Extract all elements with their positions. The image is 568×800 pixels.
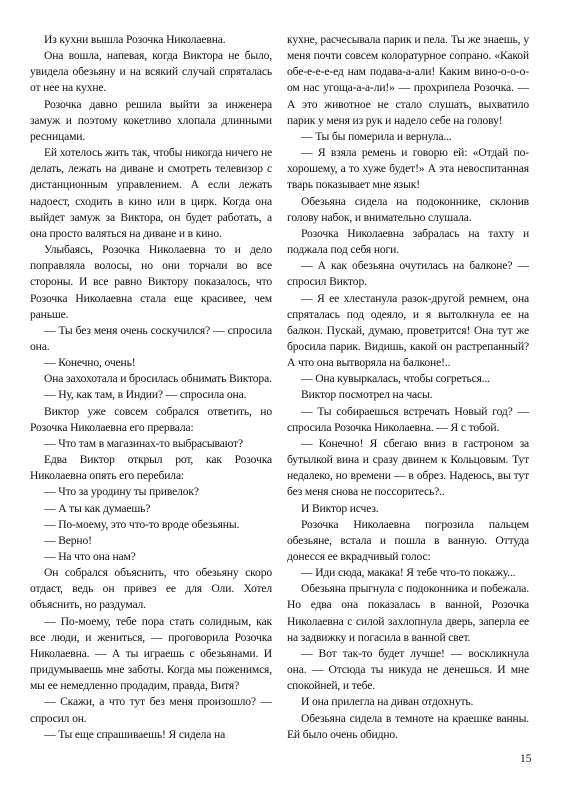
paragraph: — По-моему, это что-то вроде обезьяны.	[44, 517, 240, 531]
paragraph: Она захохотала и бросилась обнимать Виктора.	[44, 372, 272, 386]
paragraph: Розочка Николаевна забралась на тахту и поджала под себя ноги.	[287, 226, 529, 257]
paragraph: — Я взяла ремень и говорю ей: «Отдай по-хорошему, а то хуже будет!» А эта невоспитанная тварь показывает мне язык!	[287, 146, 529, 192]
right-text-column	[287, 32, 529, 743]
paragraph: — Верно!	[44, 533, 92, 547]
paragraph: — Иди сюда, макака! Я тебе что-то покажу...	[301, 566, 516, 580]
paragraph: Виктор посмотрел на часы.	[301, 388, 433, 402]
paragraph: — Что за уродину ты привелок?	[44, 485, 199, 499]
paragraph: Едва Виктор открыл рот, как Розочка Николаевна опять его перебила:	[30, 453, 272, 483]
paragraph: Улыбаясь, Розочка Николаевна то и дело поправляла волосы, но они торчали во все стороны. И все равно Виктору показалось, что Розочка Николаевна стала еще красивее, чем раньше.	[30, 243, 272, 321]
paragraph: — А как обезьяна очутилась на балконе? — спросил Виктор.	[287, 259, 529, 289]
paragraph: Из кухни вышла Розочка Николаевна.	[44, 33, 226, 46]
paragraph: Ей хотелось жить так, чтобы никогда ничего не делать, лежать на диване и смотреть телевизор с дистанционным управлением. А если лежать надоест, сходить в кино или в цирк. Когда она выйдет замуж за Виктора, он будет работать, а она просто валяться на диване и в кино.	[30, 146, 272, 240]
paragraph: Розочка Николаевна погрозила пальцем обезьяне, встала и пошла в ванную. Оттуда донесся ее вкрадчивый голос:	[287, 517, 529, 563]
paragraph: — Конечно! Я сбегаю вниз в гастроном за бутылкой вина и сразу двинем к Кольцовым. Тут недалеко, но времени — в обрез. Надеюсь, вы тут без меня снова не поссоритесь?..	[287, 436, 529, 499]
paragraph: — На что она нам?	[44, 550, 136, 563]
paragraph: — Ты еще спрашиваешь! Я сидела на	[44, 727, 226, 741]
paragraph: — Что там в магазинах-то выбрасывают?	[44, 436, 243, 450]
paragraph: — Ты бы померила и вернула...	[301, 129, 452, 143]
paragraph: — А ты как думаешь?	[44, 501, 151, 515]
paragraph: Виктор уже совсем собрался ответить, но Розочка Николаевна его прервала:	[30, 404, 272, 434]
paragraph: — По-моему, тебе пора стать солидным, как все люди, и жениться, — проговорила Розочка Николаевна. — А ты играешь с обезьянами. И придумываешь мне заботы. Когда мы поженимся, мы ее немедленно продадим, правда, Витя?	[30, 614, 272, 693]
paragraph-continued: кухне, расчесывала парик и пела. Ты же знаешь, у меня почти совсем колоратурное сопрано. «Какой обе-е-е-е-ед нам подава-а-али! Каким вино-о-о-о-ом нас угоща-а-а-ли!» — прохрипела Розочка. — А это животное не стало слушать, выхватило парик у меня из рук и надело себе на голову!	[287, 33, 529, 127]
paragraph: Обезьяна прыгнула с подоконника и побежала. Но едва она показалась в ванной, Розочка Николаевна с силой захлопнула дверь, заперла ее на задвижку и погасила в ванной свет.	[287, 582, 529, 644]
paragraph: И Виктор исчез.	[301, 501, 379, 515]
page-number: 15	[520, 753, 532, 765]
paragraph: И она прилегла на диван отдохнуть.	[301, 695, 474, 709]
paragraph: — Конечно, очень!	[44, 356, 136, 370]
paragraph: — Ты собираешься встречать Новый год? — спросила Розочка Николаевна. — Я с тобой.	[287, 404, 529, 434]
left-text-column	[30, 32, 272, 743]
paragraph: — Скажи, а что тут без меня произошло? — спросил он.	[30, 695, 272, 725]
paragraph: — Она кувыркалась, чтобы согреться...	[301, 372, 491, 386]
paragraph: Она вошла, напевая, когда Виктора не было, увидела обезьяну и на всякий случай спряталась от нее на кухне.	[30, 49, 272, 95]
paragraph: Обезьяна сидела на подоконнике, склонив голову набок, и внимательно слушала.	[287, 194, 529, 224]
paragraph: — Ты без меня очень соскучился? — спросила она.	[30, 323, 272, 353]
paragraph: Обезьяна сидела в темноте на краешке ванны. Ей было очень обидно.	[287, 711, 529, 741]
paragraph: Он собрался объяснить, что обезьяну скоро отдаст, ведь он привез ее для Оли. Хотел объяснить, но раздумал.	[30, 566, 272, 612]
paragraph: — Вот так-то будет лучше! — воскликнула она. — Отсюда ты никуда не денешься. И мне спокойней, и тебе.	[287, 646, 529, 693]
paragraph: Розочка давно решила выйти за инженера замуж и поэтому кокетливо хлопала длинными ресницами.	[30, 97, 272, 143]
paragraph: — Я ее хлестанула разок-другой ремнем, она спряталась под одеяло, и я вытолкнула ее на балкон. Пускай, думаю, проветрится! Она тут же бросила парик. Видишь, какой он растрепанный? А что она вытворяла на балконе!..	[287, 291, 529, 370]
paragraph: — Ну, как там, в Индии? — спросила она.	[44, 388, 247, 402]
